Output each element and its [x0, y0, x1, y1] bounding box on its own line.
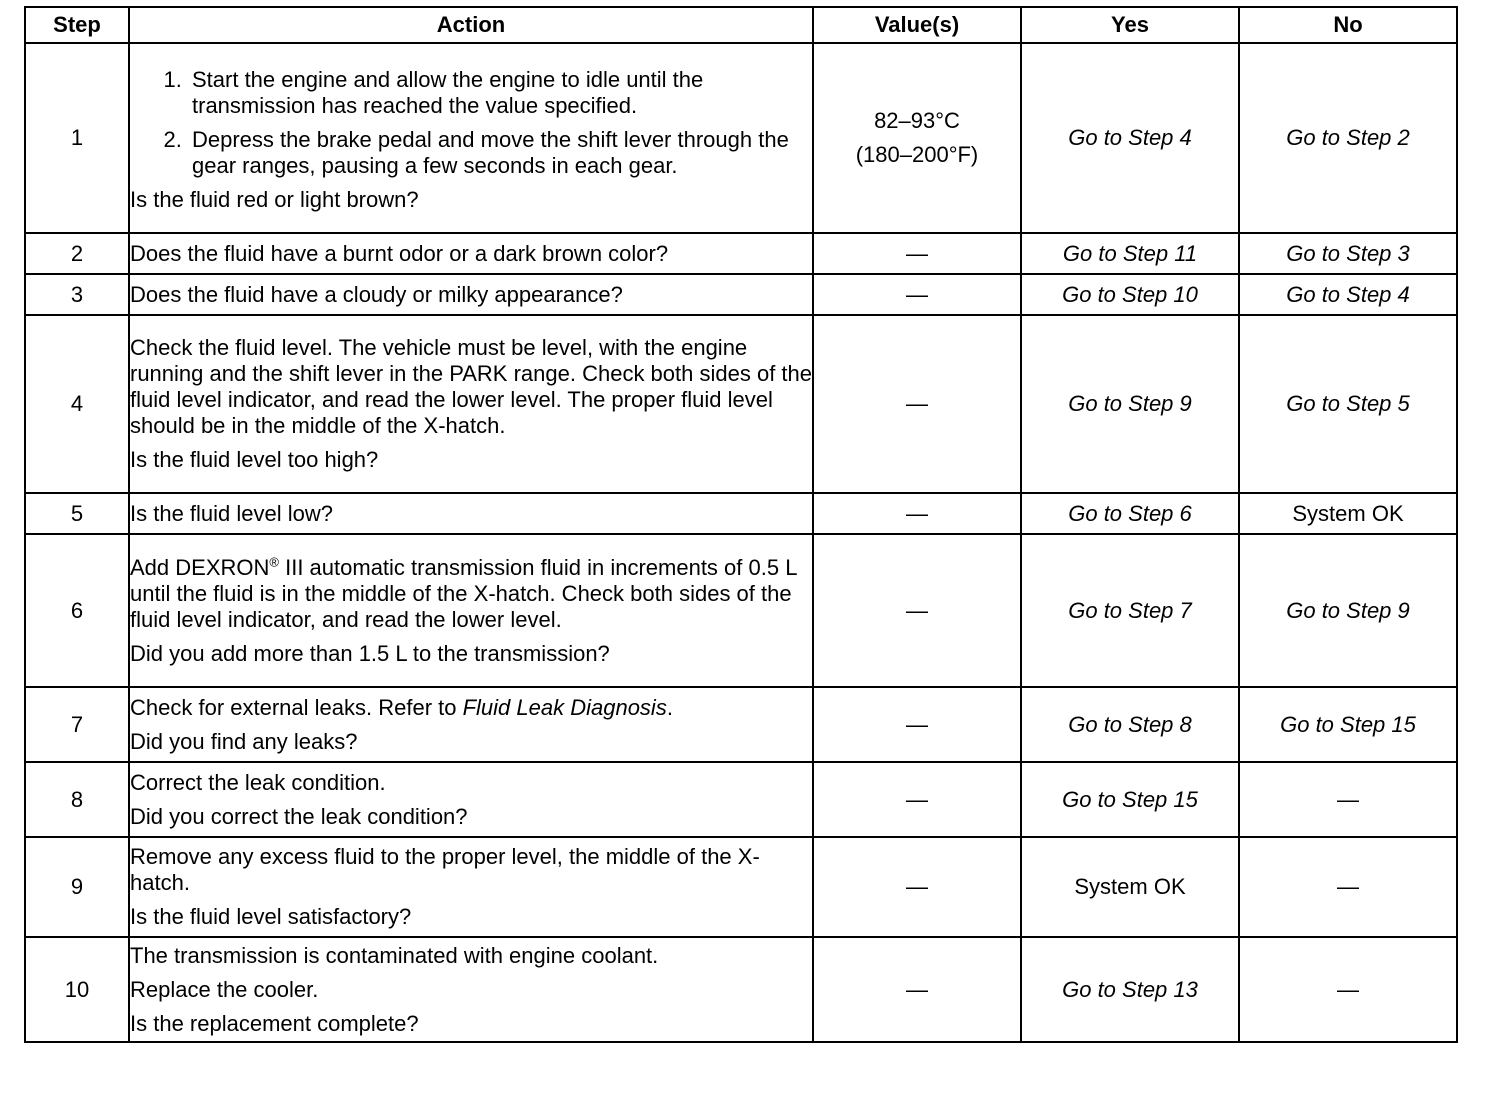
action-text-part: .: [666, 694, 673, 720]
header-yes: Yes: [1021, 7, 1239, 43]
action-text: Remove any excess fluid to the proper level, the middle of the X-hatch.: [130, 844, 760, 895]
value-fahrenheit: (180–200°F): [855, 142, 979, 167]
step-number: 6: [25, 534, 129, 687]
action-text: The transmission is contaminated with engine coolant.: [130, 942, 659, 968]
action-cell: [129, 315, 813, 493]
action-question: Does the fluid have a burnt odor or a dark brown color?: [130, 240, 669, 266]
step-number: 9: [25, 837, 129, 937]
action-cell: [129, 233, 813, 274]
diagnostic-table: [24, 6, 1458, 1043]
yes-cell: Go to Step 6: [1021, 493, 1239, 534]
value-cell: —: [813, 493, 1021, 534]
step-number: 3: [25, 274, 129, 315]
yes-cell: Go to Step 8: [1021, 687, 1239, 762]
action-question: Is the fluid level satisfactory?: [130, 904, 412, 929]
action-text-part: III automatic transmission fluid in increments of 0.5 L until the fluid is in the middle of the X-hatch. Check both sides of the fluid level indicator, and read the lower level.: [130, 554, 797, 632]
no-cell: Go to Step 3: [1239, 233, 1457, 274]
step-number: 2: [25, 233, 129, 274]
value-cell: —: [813, 233, 1021, 274]
no-cell: System OK: [1239, 493, 1457, 534]
no-cell: —: [1239, 762, 1457, 837]
header-action: Action: [129, 7, 813, 43]
action-list-item: 2. Depress the brake pedal and move the shift lever through the gear ranges, pausing a few seconds in each gear.: [188, 127, 812, 179]
yes-cell: Go to Step 13: [1021, 937, 1239, 1042]
table-row-step-8: [25, 762, 1457, 837]
table-row-step-6: [25, 534, 1457, 687]
yes-cell: Go to Step 11: [1021, 233, 1239, 274]
no-cell: Go to Step 2: [1239, 43, 1457, 233]
yes-cell: Go to Step 10: [1021, 274, 1239, 315]
table-row-step-3: [25, 274, 1457, 315]
no-cell: Go to Step 9: [1239, 534, 1457, 687]
value-cell: —: [813, 274, 1021, 315]
value-cell: —: [813, 762, 1021, 837]
action-text: Replace the cooler.: [130, 976, 319, 1002]
action-question: Is the fluid level low?: [130, 500, 333, 526]
header-no: No: [1239, 7, 1457, 43]
value-celsius: 82–93°C: [874, 108, 960, 133]
value-cell: —: [813, 315, 1021, 493]
procedure-reference: Fluid Leak Diagnosis: [462, 694, 667, 720]
action-cell: [129, 937, 813, 1042]
action-text: Correct the leak condition.: [130, 769, 386, 795]
table-row-step-7: [25, 687, 1457, 762]
action-cell: [129, 43, 813, 233]
action-text: [130, 555, 812, 633]
step-number: 1: [25, 43, 129, 233]
no-cell: Go to Step 4: [1239, 274, 1457, 315]
action-cell: [129, 762, 813, 837]
action-cell: [129, 493, 813, 534]
action-text-part: Check for external leaks. Refer to: [130, 694, 463, 720]
action-question: Is the fluid level too high?: [130, 447, 379, 472]
step-number: 5: [25, 493, 129, 534]
action-text: [130, 695, 812, 721]
value-cell: —: [813, 534, 1021, 687]
yes-cell: Go to Step 4: [1021, 43, 1239, 233]
action-cell: [129, 534, 813, 687]
value-cell: —: [813, 937, 1021, 1042]
table-row-step-1: [25, 43, 1457, 233]
table-row-step-10: [25, 937, 1457, 1042]
action-cell: [129, 687, 813, 762]
no-cell: Go to Step 5: [1239, 315, 1457, 493]
header-step: Step: [25, 7, 129, 43]
table-row-step-2: [25, 233, 1457, 274]
no-cell: —: [1239, 937, 1457, 1042]
no-cell: Go to Step 15: [1239, 687, 1457, 762]
value-cell: —: [813, 837, 1021, 937]
step-number: 7: [25, 687, 129, 762]
step-number: 4: [25, 315, 129, 493]
yes-cell: Go to Step 9: [1021, 315, 1239, 493]
no-cell: —: [1239, 837, 1457, 937]
yes-cell: Go to Step 7: [1021, 534, 1239, 687]
table-row-step-9: [25, 837, 1457, 937]
action-text-part: Add DEXRON: [130, 554, 270, 580]
action-question: Is the replacement complete?: [130, 1010, 419, 1036]
action-question: Did you find any leaks?: [130, 728, 358, 754]
header-values: Value(s): [813, 7, 1021, 43]
action-question: Did you correct the leak condition?: [130, 803, 468, 829]
action-question: Did you add more than 1.5 L to the transmission?: [130, 640, 610, 666]
step-number: 10: [25, 937, 129, 1042]
action-cell: [129, 274, 813, 315]
action-question: Does the fluid have a cloudy or milky appearance?: [130, 281, 623, 307]
action-list-item: 1. Start the engine and allow the engine to idle until the transmission has reached the value specified.: [188, 67, 812, 119]
table-row-step-5: [25, 493, 1457, 534]
header-row: [25, 7, 1457, 43]
action-cell: [129, 837, 813, 937]
yes-cell: Go to Step 15: [1021, 762, 1239, 837]
yes-cell: System OK: [1021, 837, 1239, 937]
table-row-step-4: [25, 315, 1457, 493]
step-number: 8: [25, 762, 129, 837]
registered-mark: ®: [269, 554, 279, 570]
action-question: Is the fluid red or light brown?: [130, 187, 419, 212]
value-cell: —: [813, 687, 1021, 762]
action-text: Check the fluid level. The vehicle must be level, with the engine running and the shift lever in the PARK range. Check both sides of the fluid level indicator, and read the lower level. The proper fluid level should be in the middle of the X-hatch.: [130, 335, 812, 438]
value-cell: [813, 43, 1021, 233]
action-step-list: [130, 67, 812, 179]
